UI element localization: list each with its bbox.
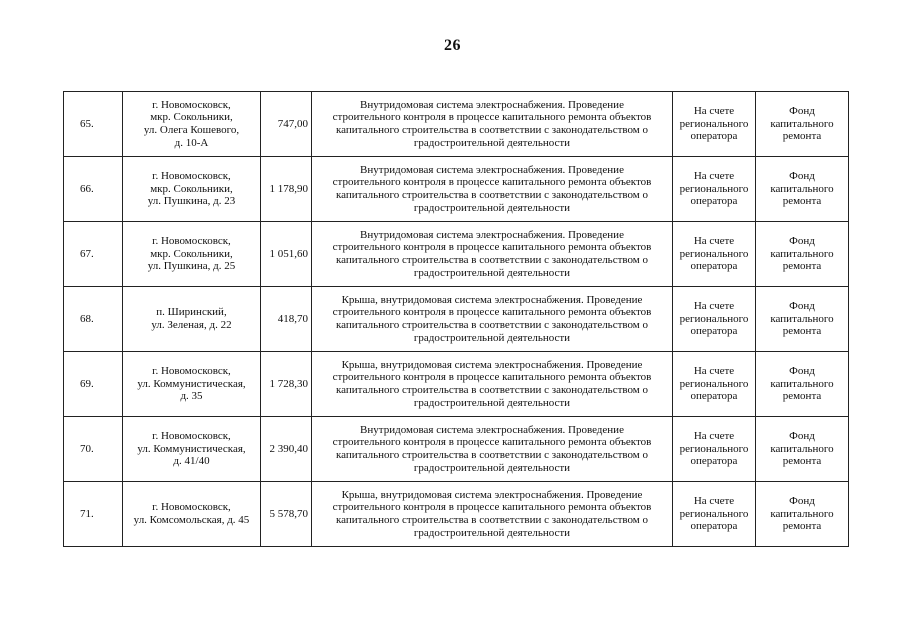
work-description-cell: Крыша, внутридомовая система электроснабжения. Проведение строительного контроля в процессе капитального ремонта объектов капитального строительства в соответствии с законодательством о градостроительной деятельности: [312, 287, 673, 352]
amount-cell: 747,00: [261, 92, 312, 157]
account-cell: На счете регионального оператора: [673, 222, 756, 287]
work-description-cell: Внутридомовая система электроснабжения. Проведение строительного контроля в процессе капитального ремонта объектов капитального строительства в соответствии с законодательством о градостроительной деятельности: [312, 417, 673, 482]
account-cell: На счете регионального оператора: [673, 287, 756, 352]
funding-source-cell: Фонд капитального ремонта: [756, 222, 849, 287]
funding-source-cell: Фонд капитального ремонта: [756, 287, 849, 352]
row-number-cell: 68.: [64, 287, 123, 352]
row-number-cell: 67.: [64, 222, 123, 287]
row-number-cell: 65.: [64, 92, 123, 157]
funding-source-cell: Фонд капитального ремонта: [756, 157, 849, 222]
work-description-cell: Внутридомовая система электроснабжения. Проведение строительного контроля в процессе капитального ремонта объектов капитального строительства в соответствии с законодательством о градостроительной деятельности: [312, 157, 673, 222]
funding-source-cell: Фонд капитального ремонта: [756, 417, 849, 482]
funding-source-cell: Фонд капитального ремонта: [756, 92, 849, 157]
account-cell: На счете регионального оператора: [673, 482, 756, 547]
table-row: [64, 352, 849, 417]
funding-source-cell: Фонд капитального ремонта: [756, 352, 849, 417]
amount-cell: 418,70: [261, 287, 312, 352]
work-description-cell: Внутридомовая система электроснабжения. Проведение строительного контроля в процессе капитального ремонта объектов капитального строительства в соответствии с законодательством о градостроительной деятельности: [312, 92, 673, 157]
row-number-cell: 70.: [64, 417, 123, 482]
address-cell: г. Новомосковск, ул. Коммунистическая, д. 41/40: [123, 417, 261, 482]
row-number-cell: 66.: [64, 157, 123, 222]
amount-cell: 1 178,90: [261, 157, 312, 222]
row-number-cell: 69.: [64, 352, 123, 417]
table-row: [64, 482, 849, 547]
table-row: [64, 287, 849, 352]
work-description-cell: Крыша, внутридомовая система электроснабжения. Проведение строительного контроля в процессе капитального ремонта объектов капитального строительства в соответствии с законодательством о градостроительной деятельности: [312, 352, 673, 417]
work-description-cell: Крыша, внутридомовая система электроснабжения. Проведение строительного контроля в процессе капитального ремонта объектов капитального строительства в соответствии с законодательством о градостроительной деятельности: [312, 482, 673, 547]
amount-cell: 2 390,40: [261, 417, 312, 482]
account-cell: На счете регионального оператора: [673, 157, 756, 222]
work-description-cell: Внутридомовая система электроснабжения. Проведение строительного контроля в процессе капитального ремонта объектов капитального строительства в соответствии с законодательством о градостроительной деятельности: [312, 222, 673, 287]
amount-cell: 1 051,60: [261, 222, 312, 287]
account-cell: На счете регионального оператора: [673, 92, 756, 157]
table-body: [64, 92, 849, 547]
table-row: [64, 92, 849, 157]
address-cell: г. Новомосковск, мкр. Сокольники, ул. Олега Кошевого, д. 10-А: [123, 92, 261, 157]
address-cell: г. Новомосковск, ул. Коммунистическая, д. 35: [123, 352, 261, 417]
address-cell: г. Новомосковск, мкр. Сокольники, ул. Пушкина, д. 25: [123, 222, 261, 287]
address-cell: г. Новомосковск, ул. Комсомольская, д. 45: [123, 482, 261, 547]
funding-source-cell: Фонд капитального ремонта: [756, 482, 849, 547]
table-row: [64, 417, 849, 482]
amount-cell: 5 578,70: [261, 482, 312, 547]
address-cell: п. Ширинский, ул. Зеленая, д. 22: [123, 287, 261, 352]
table-row: [64, 222, 849, 287]
page-number: 26: [444, 37, 461, 54]
row-number-cell: 71.: [64, 482, 123, 547]
capital-repair-table: [63, 91, 849, 547]
account-cell: На счете регионального оператора: [673, 352, 756, 417]
address-cell: г. Новомосковск, мкр. Сокольники, ул. Пушкина, д. 23: [123, 157, 261, 222]
account-cell: На счете регионального оператора: [673, 417, 756, 482]
table-row: [64, 157, 849, 222]
amount-cell: 1 728,30: [261, 352, 312, 417]
